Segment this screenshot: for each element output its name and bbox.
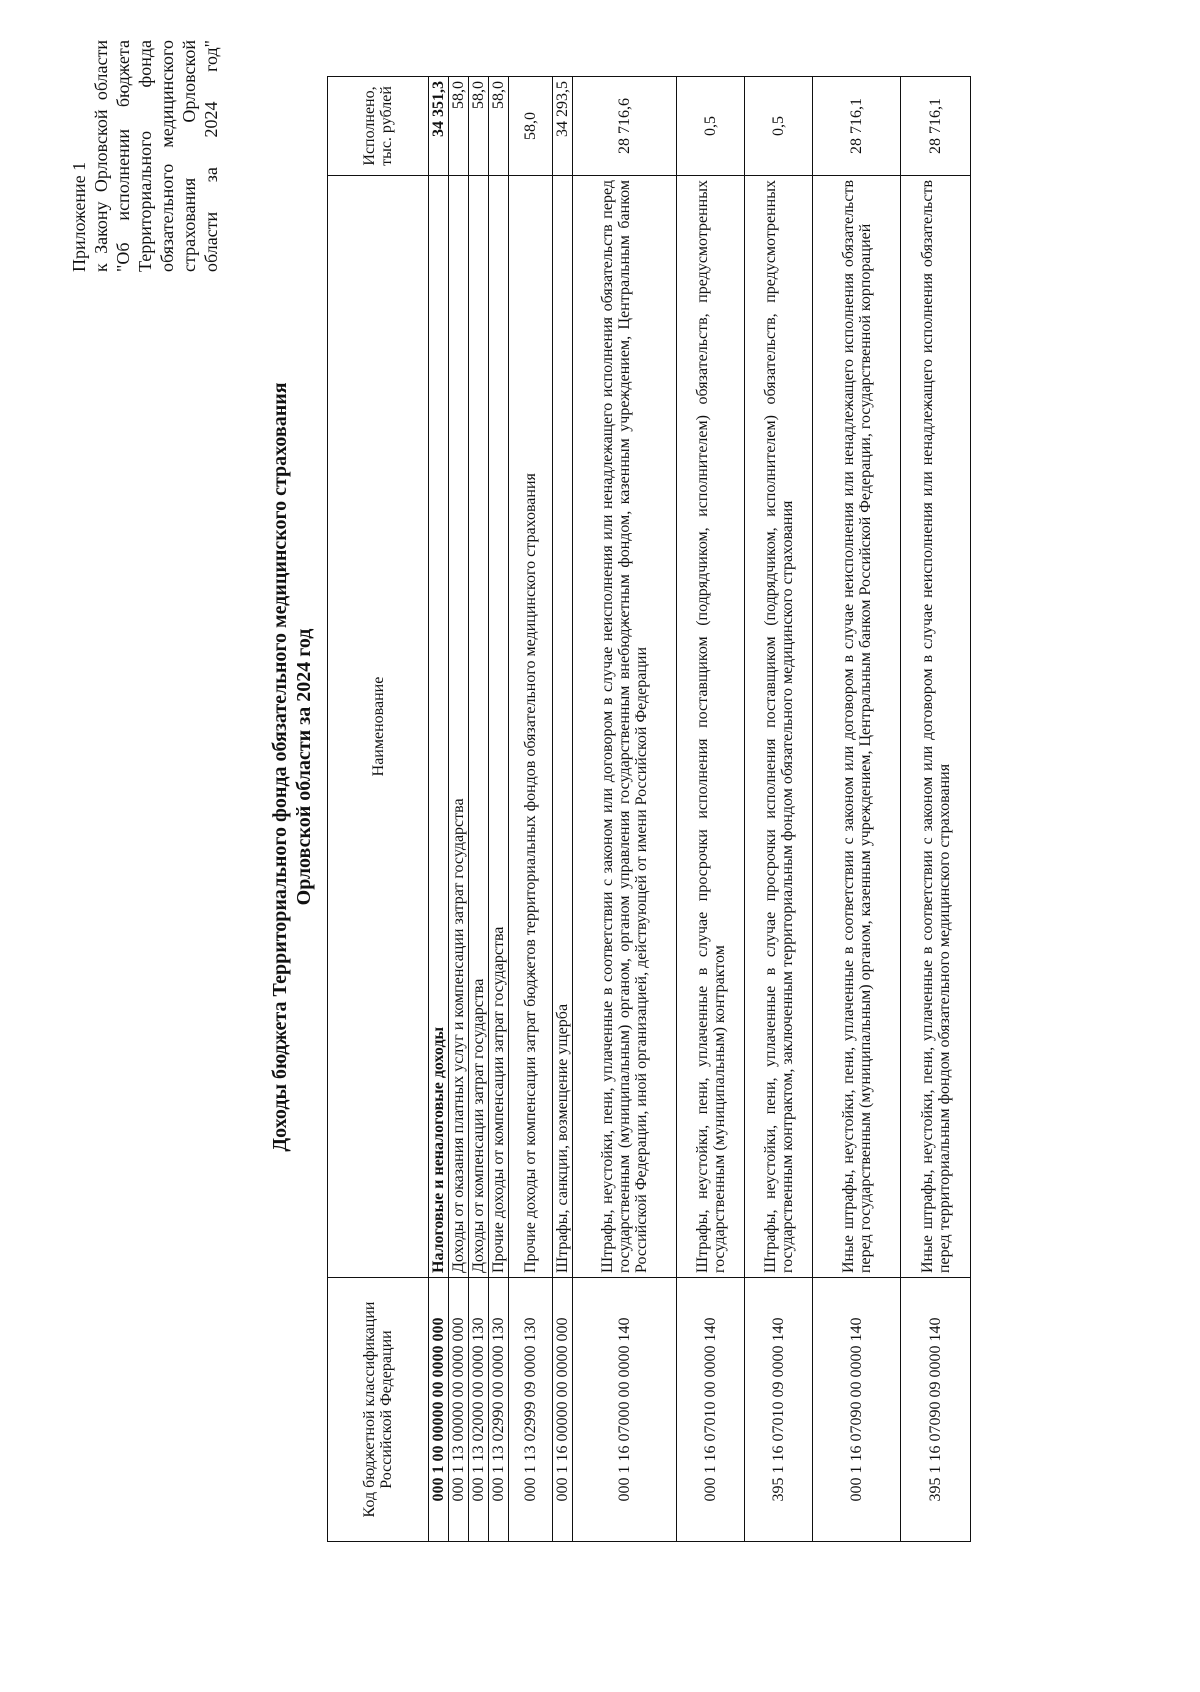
header-name: Наименование xyxy=(328,176,429,1278)
row-name: Иные штрафы, неустойки, пени, уплаченные в соответствии с законом или договором в случае неисполнения или ненадлежащего исполнения обязательств перед территориальным фондом обязательного медицинского страхования xyxy=(901,176,971,1278)
row-code: 000 1 16 07010 00 0000 140 xyxy=(677,1278,745,1542)
header-amount: Исполнено, тыс. рублей xyxy=(328,77,429,176)
table-row xyxy=(469,77,489,1542)
row-amount: 34 293,5 xyxy=(553,77,573,176)
table-row xyxy=(489,77,509,1542)
appendix-law-ref: к Закону Орловской области xyxy=(91,40,111,272)
row-code: 395 1 16 07010 09 0000 140 xyxy=(745,1278,813,1542)
row-amount: 58,0 xyxy=(449,77,469,176)
row-name: Иные штрафы, неустойки, пени, уплаченные в соответствии с законом или договором в случае неисполнения или ненадлежащего исполнения обязательств перед государственным (муниципальным) органом, казенным учреждением, Центральным банком Российской Федерации, государственной корпорацией xyxy=(813,176,901,1278)
row-amount: 34 351,3 xyxy=(429,77,449,176)
row-code: 000 1 13 02990 00 0000 130 xyxy=(489,1278,509,1542)
table-header-row xyxy=(328,77,429,1542)
row-amount: 28 716,1 xyxy=(901,77,971,176)
table-row xyxy=(813,77,901,1542)
table-row xyxy=(745,77,813,1542)
row-code: 000 1 13 02999 09 0000 130 xyxy=(509,1278,553,1542)
row-name: Штрафы, неустойки, пени, уплаченные в случае просрочки исполнения поставщиком (подрядчиком, исполнителем) обязательств, предусмотренных государственным контрактом, заключенным территориальным фондом обязательного медицинского страхования xyxy=(745,176,813,1278)
header-code: Код бюджетной классификации Российской Федерации xyxy=(328,1278,429,1542)
table-row xyxy=(677,77,745,1542)
row-code: 000 1 16 07090 00 0000 140 xyxy=(813,1278,901,1542)
income-table xyxy=(327,76,971,1542)
title-line-1: Доходы бюджета Территориального фонда обязательного медицинского страхования xyxy=(269,382,291,1152)
row-code: 395 1 16 07090 09 0000 140 xyxy=(901,1278,971,1542)
row-name: Штрафы, неустойки, пени, уплаченные в соответствии с законом или договором в случае неисполнения или ненадлежащего исполнения обязательств перед государственным (муниципальным) органом, органом управления государственным внебюджетным фондом, казенным учреждением, Центральным банком Российской Федерации, иной организацией, действующей от имени Российской Федерации xyxy=(573,176,677,1278)
row-code: 000 1 16 07000 00 0000 140 xyxy=(573,1278,677,1542)
table-row xyxy=(901,77,971,1542)
row-amount: 58,0 xyxy=(469,77,489,176)
row-name: Доходы от оказания платных услуг и компенсации затрат государства xyxy=(449,176,469,1278)
appendix-law-name: "Об исполнении бюджета Территориального фонда обязательного медицинского страхования Орловской области за 2024 год" xyxy=(113,40,221,272)
row-code: 000 1 00 00000 00 0000 000 xyxy=(429,1278,449,1542)
table-row xyxy=(449,77,469,1542)
row-code: 000 1 16 00000 00 0000 000 xyxy=(553,1278,573,1542)
row-amount: 28 716,6 xyxy=(573,77,677,176)
table-row xyxy=(509,77,553,1542)
row-name: Доходы от компенсации затрат государства xyxy=(469,176,489,1278)
row-code: 000 1 13 02000 00 0000 130 xyxy=(469,1278,489,1542)
appendix-title: Приложение 1 xyxy=(69,161,89,272)
row-amount: 28 716,1 xyxy=(813,77,901,176)
row-name: Штрафы, неустойки, пени, уплаченные в случае просрочки исполнения поставщиком (подрядчиком, исполнителем) обязательств, предусмотренных государственным (муниципальным) контрактом xyxy=(677,176,745,1278)
row-amount: 0,5 xyxy=(745,77,813,176)
document-title xyxy=(268,77,316,1457)
row-amount: 58,0 xyxy=(509,77,553,176)
title-line-2: Орловской области за 2024 год xyxy=(293,628,315,906)
table-row xyxy=(429,77,449,1542)
table-row xyxy=(553,77,573,1542)
row-name: Штрафы, санкции, возмещение ущерба xyxy=(553,176,573,1278)
row-name: Прочие доходы от компенсации затрат бюджетов территориальных фондов обязательного медицинского страхования xyxy=(509,176,553,1278)
row-name: Прочие доходы от компенсации затрат государства xyxy=(489,176,509,1278)
table-row xyxy=(573,77,677,1542)
row-amount: 58,0 xyxy=(489,77,509,176)
row-code: 000 1 13 00000 00 0000 000 xyxy=(449,1278,469,1542)
row-name: Налоговые и неналоговые доходы xyxy=(429,176,449,1278)
row-amount: 0,5 xyxy=(677,77,745,176)
appendix-block xyxy=(68,40,222,272)
